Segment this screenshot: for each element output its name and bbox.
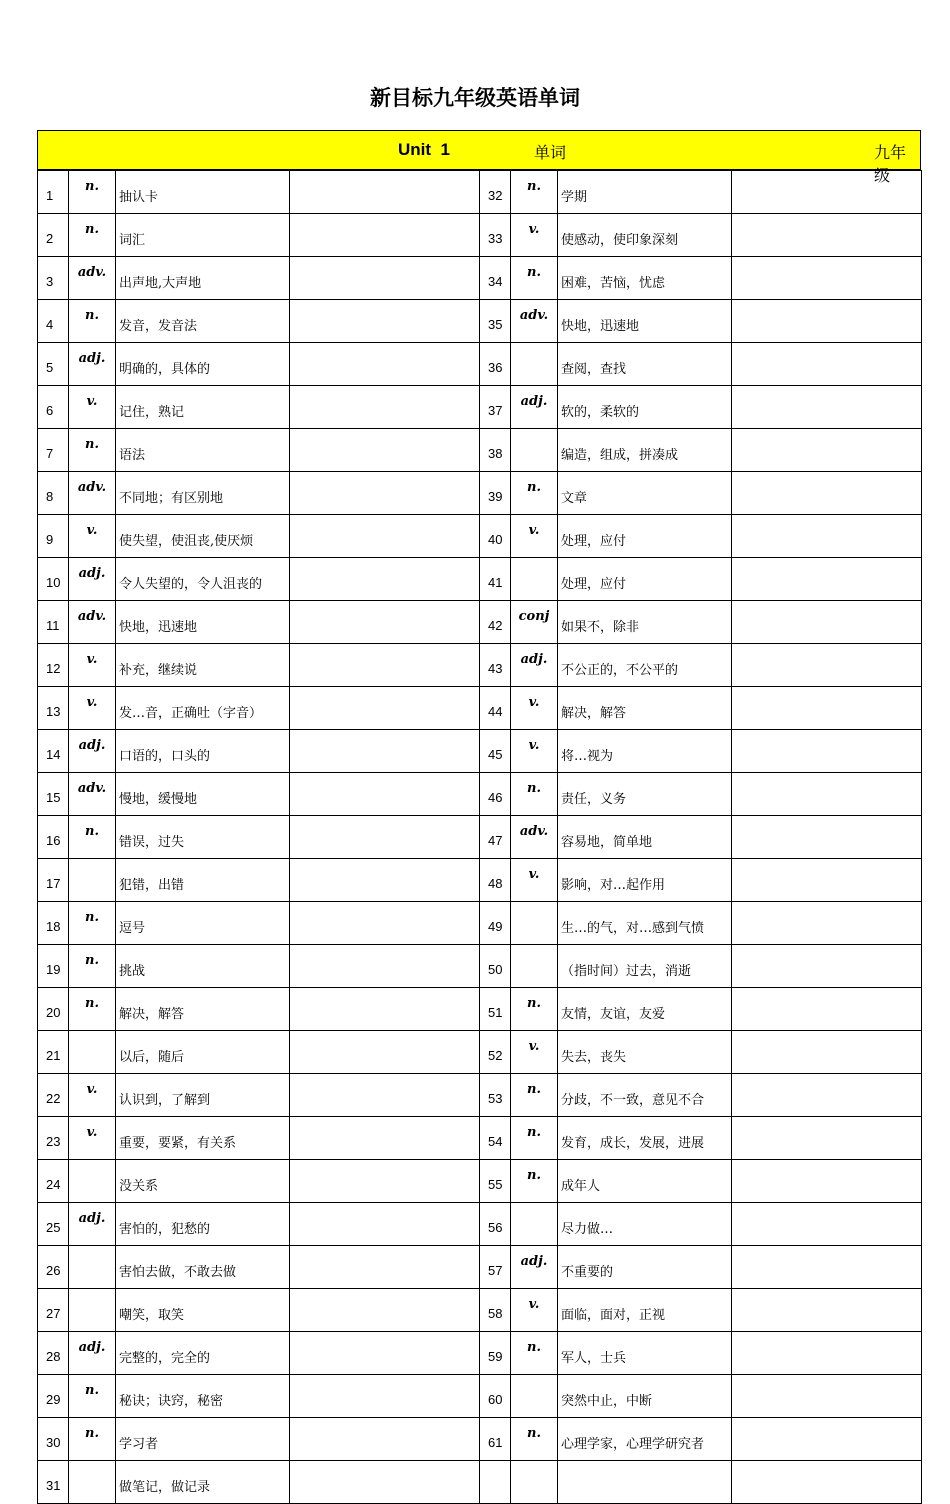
left-word-number: 5 (38, 343, 69, 386)
left-word-meaning: 认识到，了解到 (116, 1074, 290, 1117)
left-english-word-blank[interactable] (290, 1246, 480, 1289)
table-row (38, 1418, 922, 1461)
right-word-meaning: 失去，丧失 (558, 1031, 732, 1074)
right-english-word-blank[interactable] (732, 515, 922, 558)
left-word-meaning: 重要，要紧，有关系 (116, 1117, 290, 1160)
table-row (38, 1160, 922, 1203)
left-word-meaning: 使失望，使沮丧,使厌烦 (116, 515, 290, 558)
right-word-meaning: 生…的气，对…感到气愤 (558, 902, 732, 945)
right-word-number: 46 (480, 773, 511, 816)
right-word-meaning: 心理学家，心理学研究者 (558, 1418, 732, 1461)
right-part-of-speech: v. (511, 515, 558, 558)
right-word-number: 56 (480, 1203, 511, 1246)
right-part-of-speech (511, 945, 558, 988)
left-word-meaning: 完整的，完全的 (116, 1332, 290, 1375)
right-word-meaning (558, 1461, 732, 1504)
right-english-word-blank[interactable] (732, 816, 922, 859)
left-word-number: 15 (38, 773, 69, 816)
right-word-meaning: （指时间）过去，消逝 (558, 945, 732, 988)
right-part-of-speech: adj. (511, 644, 558, 687)
right-word-meaning: 不重要的 (558, 1246, 732, 1289)
left-word-number: 14 (38, 730, 69, 773)
left-word-number: 11 (38, 601, 69, 644)
right-english-word-blank[interactable] (732, 429, 922, 472)
left-word-meaning: 做笔记，做记录 (116, 1461, 290, 1504)
right-english-word-blank[interactable] (732, 1418, 922, 1461)
right-word-number: 55 (480, 1160, 511, 1203)
table-row (38, 902, 922, 945)
right-part-of-speech: adj. (511, 386, 558, 429)
left-word-number: 21 (38, 1031, 69, 1074)
right-word-meaning: 查阅，查找 (558, 343, 732, 386)
right-part-of-speech: v. (511, 1031, 558, 1074)
left-part-of-speech: adv. (69, 472, 116, 515)
right-english-word-blank[interactable] (732, 1246, 922, 1289)
right-part-of-speech: conj (511, 601, 558, 644)
right-word-meaning: 突然中止，中断 (558, 1375, 732, 1418)
left-part-of-speech: n. (69, 902, 116, 945)
left-part-of-speech: adj. (69, 1203, 116, 1246)
right-word-meaning: 处理，应付 (558, 515, 732, 558)
left-part-of-speech: v. (69, 515, 116, 558)
left-word-number: 22 (38, 1074, 69, 1117)
left-english-word-blank[interactable] (290, 902, 480, 945)
left-word-meaning: 不同地；有区别地 (116, 472, 290, 515)
right-english-word-blank[interactable] (732, 1289, 922, 1332)
right-english-word-blank[interactable] (732, 859, 922, 902)
right-word-number: 32 (480, 171, 511, 214)
right-word-meaning: 文章 (558, 472, 732, 515)
left-english-word-blank[interactable] (290, 859, 480, 902)
left-word-meaning: 害怕的，犯愁的 (116, 1203, 290, 1246)
grade-label: 九年级 (874, 143, 907, 185)
right-part-of-speech: adv. (511, 816, 558, 859)
right-word-meaning: 分歧，不一致，意见不合 (558, 1074, 732, 1117)
left-word-number: 17 (38, 859, 69, 902)
left-word-meaning: 慢地，缓慢地 (116, 773, 290, 816)
right-english-word-blank[interactable] (732, 472, 922, 515)
left-word-number: 1 (38, 171, 69, 214)
right-part-of-speech: v. (511, 214, 558, 257)
left-english-word-blank[interactable] (290, 1031, 480, 1074)
right-english-word-blank[interactable] (732, 558, 922, 601)
left-part-of-speech: adv. (69, 601, 116, 644)
right-word-meaning: 军人，士兵 (558, 1332, 732, 1375)
right-english-word-blank[interactable] (732, 171, 922, 214)
right-english-word-blank[interactable] (732, 1332, 922, 1375)
left-english-word-blank[interactable] (290, 730, 480, 773)
left-word-number: 8 (38, 472, 69, 515)
right-english-word-blank[interactable] (732, 687, 922, 730)
right-part-of-speech (511, 1375, 558, 1418)
left-word-meaning: 令人失望的，令人沮丧的 (116, 558, 290, 601)
left-word-number: 9 (38, 515, 69, 558)
left-english-word-blank[interactable] (290, 343, 480, 386)
left-english-word-blank[interactable] (290, 429, 480, 472)
right-word-number: 36 (480, 343, 511, 386)
right-word-meaning: 处理，应付 (558, 558, 732, 601)
table-row (38, 601, 922, 644)
left-word-number: 20 (38, 988, 69, 1031)
table-row (38, 644, 922, 687)
vocabulary-table (37, 170, 922, 1504)
left-english-word-blank[interactable] (290, 644, 480, 687)
left-word-meaning: 补充，继续说 (116, 644, 290, 687)
left-english-word-blank[interactable] (290, 601, 480, 644)
left-english-word-blank[interactable] (290, 1418, 480, 1461)
right-word-number: 44 (480, 687, 511, 730)
left-english-word-blank[interactable] (290, 1289, 480, 1332)
left-part-of-speech: n. (69, 214, 116, 257)
left-word-meaning: 秘诀；诀窍，秘密 (116, 1375, 290, 1418)
left-english-word-blank[interactable] (290, 472, 480, 515)
left-english-word-blank[interactable] (290, 1375, 480, 1418)
left-word-number: 2 (38, 214, 69, 257)
left-english-word-blank[interactable] (290, 1461, 480, 1504)
right-english-word-blank[interactable] (732, 343, 922, 386)
right-word-number (480, 1461, 511, 1504)
left-word-number: 7 (38, 429, 69, 472)
left-word-meaning: 明确的，具体的 (116, 343, 290, 386)
right-word-number: 39 (480, 472, 511, 515)
left-word-meaning: 快地，迅速地 (116, 601, 290, 644)
right-word-number: 50 (480, 945, 511, 988)
right-word-number: 58 (480, 1289, 511, 1332)
right-word-number: 41 (480, 558, 511, 601)
right-part-of-speech: n. (511, 1160, 558, 1203)
left-english-word-blank[interactable] (290, 515, 480, 558)
left-english-word-blank[interactable] (290, 816, 480, 859)
left-word-number: 30 (38, 1418, 69, 1461)
table-row (38, 1074, 922, 1117)
right-part-of-speech (511, 902, 558, 945)
left-part-of-speech: adj. (69, 730, 116, 773)
left-word-number: 24 (38, 1160, 69, 1203)
right-english-word-blank[interactable] (732, 1160, 922, 1203)
table-row (38, 1117, 922, 1160)
left-word-number: 31 (38, 1461, 69, 1504)
right-part-of-speech: n. (511, 1074, 558, 1117)
right-english-word-blank[interactable] (732, 601, 922, 644)
right-word-number: 47 (480, 816, 511, 859)
right-english-word-blank[interactable] (732, 988, 922, 1031)
right-word-meaning: 使感动，使印象深刻 (558, 214, 732, 257)
unit-label: Unit 1 (398, 140, 450, 159)
right-part-of-speech: n. (511, 472, 558, 515)
left-part-of-speech: n. (69, 171, 116, 214)
left-english-word-blank[interactable] (290, 773, 480, 816)
left-part-of-speech: v. (69, 644, 116, 687)
left-part-of-speech: n. (69, 1375, 116, 1418)
right-word-number: 33 (480, 214, 511, 257)
table-row (38, 1203, 922, 1246)
left-part-of-speech: v. (69, 1117, 116, 1160)
right-english-word-blank[interactable] (732, 386, 922, 429)
left-word-number: 27 (38, 1289, 69, 1332)
left-part-of-speech (69, 1461, 116, 1504)
right-word-number: 59 (480, 1332, 511, 1375)
left-word-number: 28 (38, 1332, 69, 1375)
table-row (38, 1461, 922, 1504)
right-word-meaning: 成年人 (558, 1160, 732, 1203)
left-english-word-blank[interactable] (290, 1117, 480, 1160)
table-row (38, 257, 922, 300)
right-word-meaning: 解决，解答 (558, 687, 732, 730)
right-english-word-blank[interactable] (732, 1375, 922, 1418)
right-word-number: 34 (480, 257, 511, 300)
table-row (38, 1246, 922, 1289)
left-word-number: 29 (38, 1375, 69, 1418)
left-part-of-speech: v. (69, 687, 116, 730)
right-english-word-blank[interactable] (732, 644, 922, 687)
right-part-of-speech: n. (511, 171, 558, 214)
right-word-number: 40 (480, 515, 511, 558)
table-row (38, 687, 922, 730)
left-word-meaning: 嘲笑，取笑 (116, 1289, 290, 1332)
right-english-word-blank[interactable] (732, 1203, 922, 1246)
right-word-meaning: 学期 (558, 171, 732, 214)
left-word-number: 3 (38, 257, 69, 300)
left-part-of-speech: n. (69, 1418, 116, 1461)
table-row (38, 1031, 922, 1074)
table-row (38, 472, 922, 515)
right-english-word-blank[interactable] (732, 1031, 922, 1074)
right-part-of-speech: n. (511, 257, 558, 300)
right-english-word-blank[interactable] (732, 1461, 922, 1504)
right-part-of-speech (511, 1461, 558, 1504)
left-part-of-speech (69, 1160, 116, 1203)
table-row (38, 773, 922, 816)
table-row (38, 859, 922, 902)
right-part-of-speech (511, 429, 558, 472)
left-word-meaning: 发…音，正确吐（字音） (116, 687, 290, 730)
right-word-meaning: 编造，组成，拼凑成 (558, 429, 732, 472)
left-part-of-speech: n. (69, 300, 116, 343)
left-word-meaning: 错误，过失 (116, 816, 290, 859)
right-part-of-speech: v. (511, 859, 558, 902)
right-word-number: 45 (480, 730, 511, 773)
table-row (38, 1375, 922, 1418)
left-word-number: 26 (38, 1246, 69, 1289)
left-word-number: 6 (38, 386, 69, 429)
left-english-word-blank[interactable] (290, 1074, 480, 1117)
left-word-number: 23 (38, 1117, 69, 1160)
right-part-of-speech: n. (511, 773, 558, 816)
table-row (38, 945, 922, 988)
left-word-number: 16 (38, 816, 69, 859)
table-row (38, 171, 922, 214)
left-part-of-speech: adv. (69, 773, 116, 816)
right-part-of-speech: v. (511, 730, 558, 773)
table-row (38, 1332, 922, 1375)
right-english-word-blank[interactable] (732, 773, 922, 816)
left-word-number: 10 (38, 558, 69, 601)
left-word-number: 18 (38, 902, 69, 945)
right-english-word-blank[interactable] (732, 300, 922, 343)
right-word-meaning: 尽力做… (558, 1203, 732, 1246)
left-word-meaning: 害怕去做，不敢去做 (116, 1246, 290, 1289)
left-word-meaning: 解决，解答 (116, 988, 290, 1031)
right-word-number: 61 (480, 1418, 511, 1461)
right-english-word-blank[interactable] (732, 214, 922, 257)
table-row (38, 386, 922, 429)
left-english-word-blank[interactable] (290, 945, 480, 988)
right-word-meaning: 快地，迅速地 (558, 300, 732, 343)
left-word-number: 19 (38, 945, 69, 988)
left-word-meaning: 学习者 (116, 1418, 290, 1461)
page-title: 新目标九年级英语单词 (370, 85, 580, 110)
right-word-meaning: 将…视为 (558, 730, 732, 773)
left-english-word-blank[interactable] (290, 386, 480, 429)
right-part-of-speech (511, 1203, 558, 1246)
left-word-meaning: 出声地,大声地 (116, 257, 290, 300)
left-english-word-blank[interactable] (290, 1332, 480, 1375)
left-part-of-speech (69, 1246, 116, 1289)
left-word-meaning: 发音，发音法 (116, 300, 290, 343)
right-part-of-speech: adv. (511, 300, 558, 343)
left-word-meaning: 犯错，出错 (116, 859, 290, 902)
left-english-word-blank[interactable] (290, 988, 480, 1031)
right-word-number: 49 (480, 902, 511, 945)
table-row (38, 816, 922, 859)
right-part-of-speech: n. (511, 988, 558, 1031)
left-part-of-speech: n. (69, 988, 116, 1031)
right-word-meaning: 面临，面对，正视 (558, 1289, 732, 1332)
right-part-of-speech (511, 343, 558, 386)
right-word-number: 60 (480, 1375, 511, 1418)
table-row (38, 1289, 922, 1332)
right-part-of-speech: v. (511, 687, 558, 730)
right-word-number: 37 (480, 386, 511, 429)
table-row (38, 730, 922, 773)
left-word-meaning: 记住，熟记 (116, 386, 290, 429)
left-part-of-speech: v. (69, 386, 116, 429)
left-part-of-speech: adj. (69, 1332, 116, 1375)
left-word-meaning: 语法 (116, 429, 290, 472)
right-word-number: 51 (480, 988, 511, 1031)
right-english-word-blank[interactable] (732, 945, 922, 988)
right-word-number: 35 (480, 300, 511, 343)
left-part-of-speech (69, 859, 116, 902)
right-part-of-speech: v. (511, 1289, 558, 1332)
left-word-meaning: 口语的，口头的 (116, 730, 290, 773)
table-row (38, 515, 922, 558)
vocabulary-table-body (38, 171, 922, 1504)
table-row (38, 214, 922, 257)
left-word-meaning: 词汇 (116, 214, 290, 257)
left-word-meaning: 抽认卡 (116, 171, 290, 214)
left-part-of-speech: n. (69, 816, 116, 859)
right-word-meaning: 影响，对…起作用 (558, 859, 732, 902)
right-word-number: 43 (480, 644, 511, 687)
left-part-of-speech: n. (69, 429, 116, 472)
right-part-of-speech: n. (511, 1117, 558, 1160)
left-english-word-blank[interactable] (290, 214, 480, 257)
right-word-meaning: 如果不，除非 (558, 601, 732, 644)
right-word-number: 48 (480, 859, 511, 902)
right-english-word-blank[interactable] (732, 1074, 922, 1117)
left-word-number: 12 (38, 644, 69, 687)
right-word-meaning: 发育，成长，发展，进展 (558, 1117, 732, 1160)
right-word-meaning: 容易地，简单地 (558, 816, 732, 859)
right-word-meaning: 软的，柔软的 (558, 386, 732, 429)
left-english-word-blank[interactable] (290, 300, 480, 343)
left-english-word-blank[interactable] (290, 687, 480, 730)
left-part-of-speech: adv. (69, 257, 116, 300)
left-english-word-blank[interactable] (290, 257, 480, 300)
left-english-word-blank[interactable] (290, 1160, 480, 1203)
left-part-of-speech: n. (69, 945, 116, 988)
right-word-number: 52 (480, 1031, 511, 1074)
left-english-word-blank[interactable] (290, 171, 480, 214)
left-part-of-speech: adj. (69, 343, 116, 386)
table-row (38, 558, 922, 601)
unit-banner (37, 130, 921, 185)
right-part-of-speech: adj. (511, 1246, 558, 1289)
left-word-meaning: 逗号 (116, 902, 290, 945)
left-english-word-blank[interactable] (290, 1203, 480, 1246)
table-row (38, 429, 922, 472)
left-english-word-blank[interactable] (290, 558, 480, 601)
left-word-meaning: 没关系 (116, 1160, 290, 1203)
left-word-number: 25 (38, 1203, 69, 1246)
right-part-of-speech (511, 558, 558, 601)
right-english-word-blank[interactable] (732, 902, 922, 945)
right-word-meaning: 友情，友谊，友爱 (558, 988, 732, 1031)
table-row (38, 343, 922, 386)
right-word-number: 57 (480, 1246, 511, 1289)
right-english-word-blank[interactable] (732, 257, 922, 300)
right-word-number: 42 (480, 601, 511, 644)
left-word-meaning: 以后，随后 (116, 1031, 290, 1074)
right-word-number: 38 (480, 429, 511, 472)
right-word-number: 54 (480, 1117, 511, 1160)
right-word-meaning: 不公正的，不公平的 (558, 644, 732, 687)
right-part-of-speech: n. (511, 1418, 558, 1461)
left-word-number: 4 (38, 300, 69, 343)
left-part-of-speech: v. (69, 1074, 116, 1117)
table-row (38, 300, 922, 343)
right-word-meaning: 困难，苦恼，忧虑 (558, 257, 732, 300)
right-english-word-blank[interactable] (732, 730, 922, 773)
table-row (38, 988, 922, 1031)
right-word-number: 53 (480, 1074, 511, 1117)
left-word-meaning: 挑战 (116, 945, 290, 988)
words-label: 单词 (534, 143, 567, 162)
right-english-word-blank[interactable] (732, 1117, 922, 1160)
left-part-of-speech (69, 1031, 116, 1074)
left-word-number: 13 (38, 687, 69, 730)
right-part-of-speech: n. (511, 1332, 558, 1375)
left-part-of-speech (69, 1289, 116, 1332)
right-word-meaning: 责任，义务 (558, 773, 732, 816)
left-part-of-speech: adj. (69, 558, 116, 601)
